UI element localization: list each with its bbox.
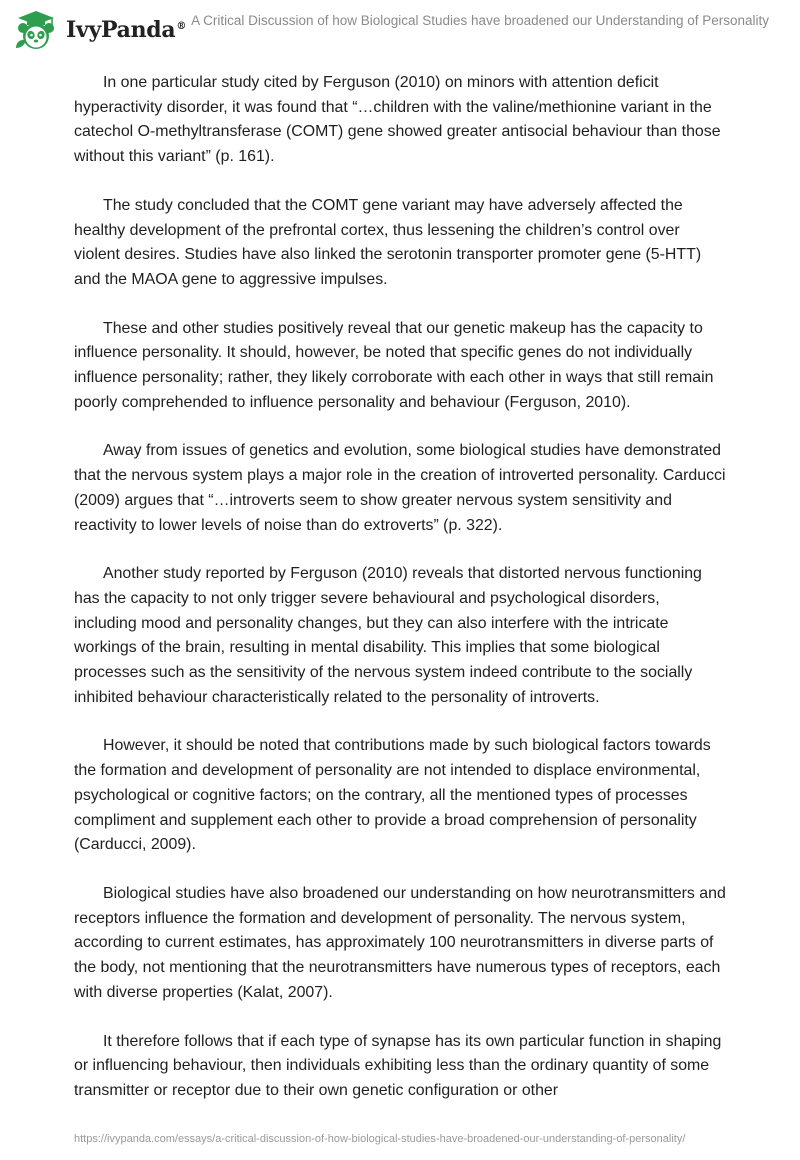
ivypanda-logo[interactable] — [14, 7, 189, 53]
page-header — [0, 0, 800, 60]
paragraph: Away from issues of genetics and evolution, some biological studies have demonstrated that the nervous system plays a major role in the creation of introverted personality. Carducci (2009) argues that “…introverts seem to show greater nervous system sensitivity and reactivity to lower levels of noise than do extroverts” (p. 322). — [74, 442, 726, 534]
paragraph: These and other studies positively reveal that our genetic makeup has the capacity to influence personality. It should, however, be noted that specific genes do not individually influence personality; rather, they likely corroborate with each other in ways that still remain poorly comprehended to influence personality and behaviour (Ferguson, 2010). — [74, 319, 714, 411]
logo-wordmark-text: IvyPanda — [66, 17, 176, 43]
document-title: A Critical Discussion of how Biological Studies have broadened our Understanding of Personality — [191, 13, 769, 28]
panda-graduate-icon — [14, 8, 58, 52]
essay-body — [74, 71, 726, 1128]
paragraph: Another study reported by Ferguson (2010) reveals that distorted nervous functioning has the capacity to not only trigger severe behavioural and psychological disorders, including mood and personality changes, but they can also interfere with the intricate workings of the brain, resulting in mental disability. This implies that some biological processes such as the sensitivity of the nervous system indeed contribute to the socially inhibited behaviour characteristically related to the personality of introverts. — [74, 565, 702, 706]
paragraph: The study concluded that the COMT gene variant may have adversely affected the healthy development of the prefrontal cortex, thus lessening the children’s control over violent desires. Studies have also linked the serotonin transporter promoter gene (5-HTT) and the MAOA gene to aggressive impulses. — [74, 196, 702, 288]
paragraph: It therefore follows that if each type of synapse has its own particular function in shaping or influencing behaviour, then individuals exhibiting less than the ordinary quantity of some transmitter or receptor due to their own genetic configuration or other — [74, 1032, 722, 1099]
source-url-link[interactable]: https://ivypanda.com/essays/a-critical-discussion-of-how-biological-studies-have-broadened-our-understanding-of-personality/ — [74, 1133, 686, 1145]
paragraph: However, it should be noted that contributions made by such biological factors towards the formation and development of personality are not intended to displace environmental, psychological or cognitive factors; on the contrary, all the mentioned types of processes compliment and supplement each other to provide a broad comprehension of personality (Carducci, 2009). — [74, 737, 711, 854]
paragraph: In one particular study cited by Ferguson (2010) on minors with attention deficit hyperactivity disorder, it was found that “…children with the valine/methionine variant in the catechol O-methyltransferase (COMT) gene showed greater antisocial behaviour than those without this variant” (p. 161). — [74, 74, 721, 166]
logo-wordmark — [66, 17, 186, 43]
registered-mark: ® — [176, 20, 187, 32]
paragraph: Biological studies have also broadened our understanding on how neurotransmitters and receptors influence the formation and development of personality. The nervous system, according to current estimates, has approximately 100 neurotransmitters in diverse parts of the body, not mentioning that the neurotransmitters have numerous types of receptors, each with diverse properties (Kalat, 2007). — [74, 884, 726, 1001]
